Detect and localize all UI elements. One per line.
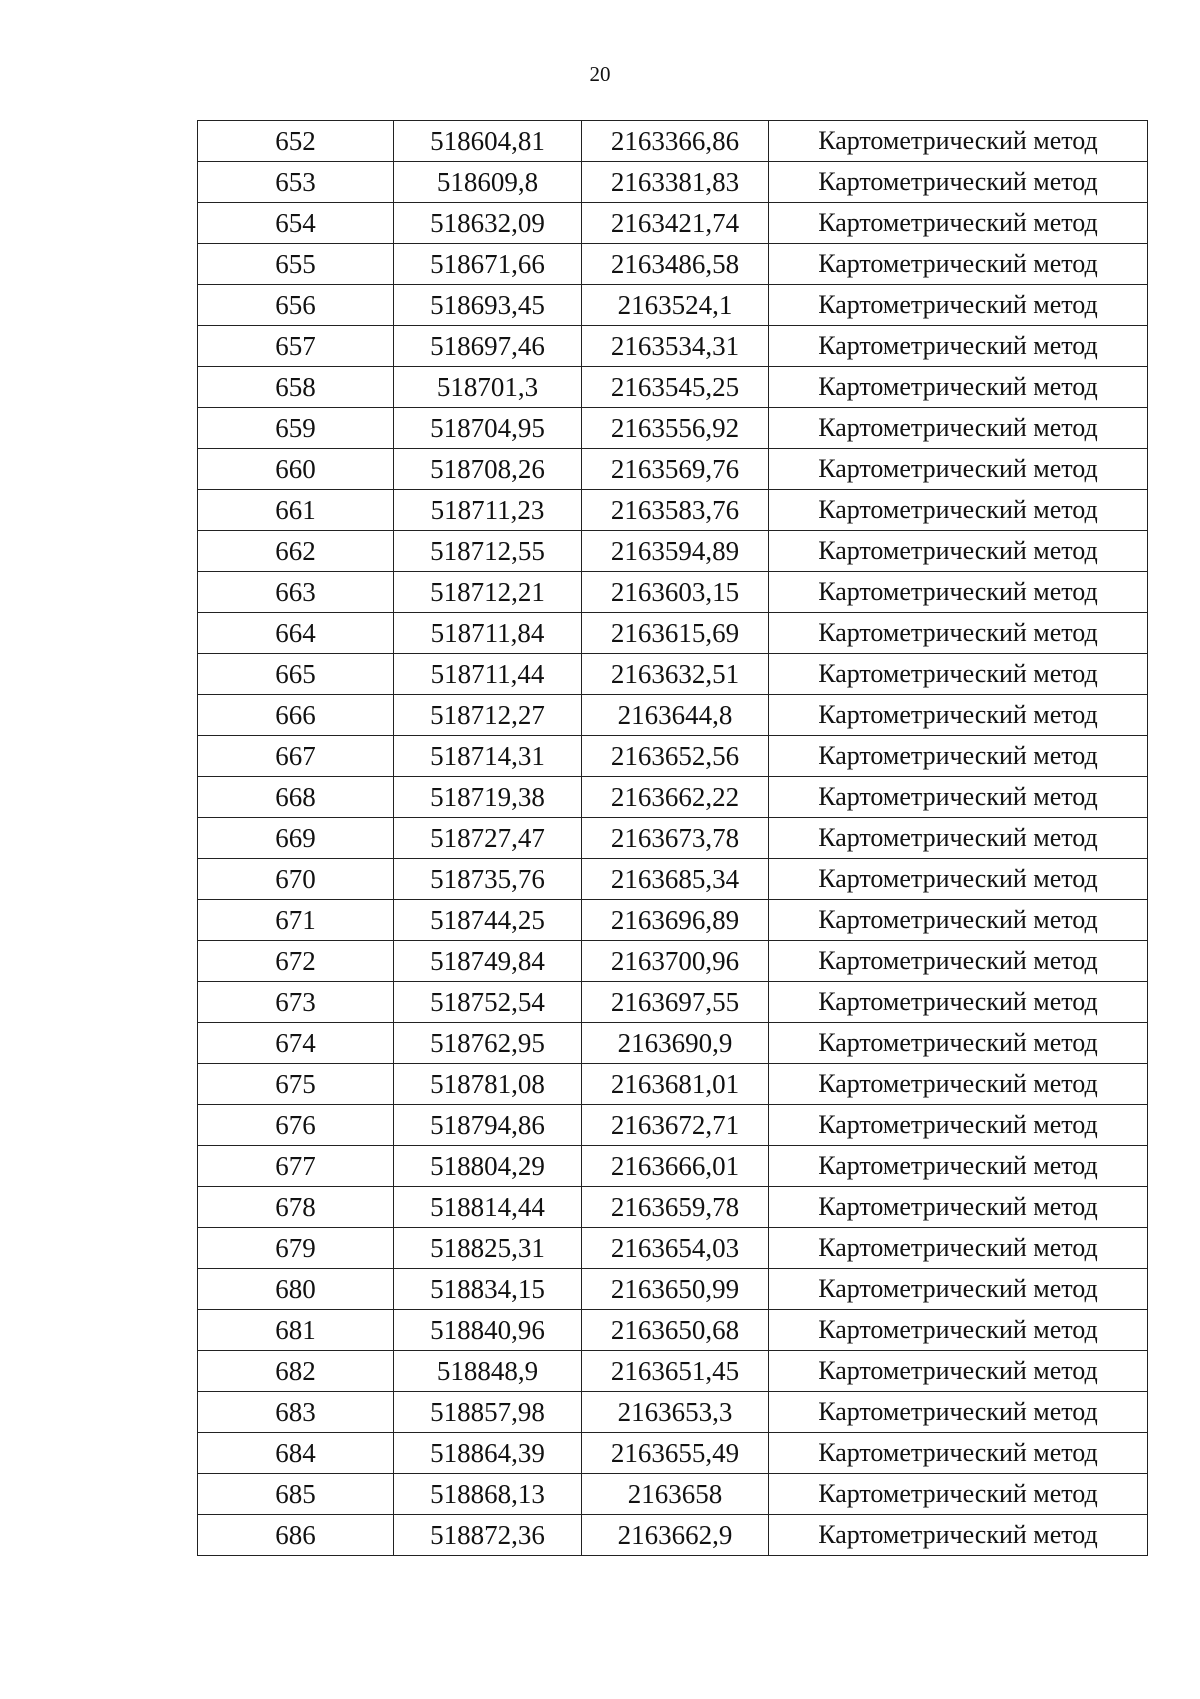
table-row xyxy=(198,1187,1148,1228)
point-number-cell: 661 xyxy=(198,490,394,531)
y-coordinate-cell: 2163650,99 xyxy=(582,1269,769,1310)
table-row xyxy=(198,654,1148,695)
method-cell: Картометрический метод xyxy=(769,162,1148,203)
point-number-cell: 659 xyxy=(198,408,394,449)
point-number-cell: 654 xyxy=(198,203,394,244)
point-number-cell: 667 xyxy=(198,736,394,777)
method-cell: Картометрический метод xyxy=(769,1228,1148,1269)
x-coordinate-cell: 518714,31 xyxy=(394,736,582,777)
table-row xyxy=(198,203,1148,244)
point-number-cell: 677 xyxy=(198,1146,394,1187)
method-cell: Картометрический метод xyxy=(769,818,1148,859)
y-coordinate-cell: 2163545,25 xyxy=(582,367,769,408)
point-number-cell: 686 xyxy=(198,1515,394,1556)
x-coordinate-cell: 518632,09 xyxy=(394,203,582,244)
y-coordinate-cell: 2163421,74 xyxy=(582,203,769,244)
method-cell: Картометрический метод xyxy=(769,859,1148,900)
point-number-cell: 653 xyxy=(198,162,394,203)
table-row xyxy=(198,941,1148,982)
y-coordinate-cell: 2163615,69 xyxy=(582,613,769,654)
y-coordinate-cell: 2163366,86 xyxy=(582,121,769,162)
x-coordinate-cell: 518727,47 xyxy=(394,818,582,859)
x-coordinate-cell: 518752,54 xyxy=(394,982,582,1023)
table-row xyxy=(198,531,1148,572)
point-number-cell: 672 xyxy=(198,941,394,982)
table-row xyxy=(198,162,1148,203)
method-cell: Картометрический метод xyxy=(769,900,1148,941)
x-coordinate-cell: 518744,25 xyxy=(394,900,582,941)
point-number-cell: 666 xyxy=(198,695,394,736)
y-coordinate-cell: 2163650,68 xyxy=(582,1310,769,1351)
method-cell: Картометрический метод xyxy=(769,1515,1148,1556)
method-cell: Картометрический метод xyxy=(769,777,1148,818)
y-coordinate-cell: 2163681,01 xyxy=(582,1064,769,1105)
point-number-cell: 668 xyxy=(198,777,394,818)
table-row xyxy=(198,121,1148,162)
x-coordinate-cell: 518868,13 xyxy=(394,1474,582,1515)
y-coordinate-cell: 2163697,55 xyxy=(582,982,769,1023)
method-cell: Картометрический метод xyxy=(769,1146,1148,1187)
table-row xyxy=(198,408,1148,449)
x-coordinate-cell: 518711,84 xyxy=(394,613,582,654)
y-coordinate-cell: 2163583,76 xyxy=(582,490,769,531)
table-row xyxy=(198,1474,1148,1515)
coordinates-table xyxy=(197,120,1148,1556)
table-row xyxy=(198,1023,1148,1064)
y-coordinate-cell: 2163696,89 xyxy=(582,900,769,941)
x-coordinate-cell: 518781,08 xyxy=(394,1064,582,1105)
method-cell: Картометрический метод xyxy=(769,941,1148,982)
y-coordinate-cell: 2163644,8 xyxy=(582,695,769,736)
table-row xyxy=(198,982,1148,1023)
point-number-cell: 665 xyxy=(198,654,394,695)
table-row xyxy=(198,367,1148,408)
point-number-cell: 681 xyxy=(198,1310,394,1351)
table-row xyxy=(198,1228,1148,1269)
y-coordinate-cell: 2163381,83 xyxy=(582,162,769,203)
point-number-cell: 685 xyxy=(198,1474,394,1515)
y-coordinate-cell: 2163655,49 xyxy=(582,1433,769,1474)
method-cell: Картометрический метод xyxy=(769,1023,1148,1064)
table-row xyxy=(198,613,1148,654)
y-coordinate-cell: 2163594,89 xyxy=(582,531,769,572)
table-row xyxy=(198,1105,1148,1146)
x-coordinate-cell: 518762,95 xyxy=(394,1023,582,1064)
point-number-cell: 656 xyxy=(198,285,394,326)
x-coordinate-cell: 518749,84 xyxy=(394,941,582,982)
x-coordinate-cell: 518834,15 xyxy=(394,1269,582,1310)
method-cell: Картометрический метод xyxy=(769,531,1148,572)
method-cell: Картометрический метод xyxy=(769,982,1148,1023)
x-coordinate-cell: 518711,44 xyxy=(394,654,582,695)
y-coordinate-cell: 2163603,15 xyxy=(582,572,769,613)
method-cell: Картометрический метод xyxy=(769,1105,1148,1146)
method-cell: Картометрический метод xyxy=(769,572,1148,613)
x-coordinate-cell: 518712,27 xyxy=(394,695,582,736)
point-number-cell: 658 xyxy=(198,367,394,408)
point-number-cell: 655 xyxy=(198,244,394,285)
table-row xyxy=(198,859,1148,900)
y-coordinate-cell: 2163654,03 xyxy=(582,1228,769,1269)
coordinates-table-body xyxy=(198,121,1148,1556)
table-row xyxy=(198,818,1148,859)
method-cell: Картометрический метод xyxy=(769,1187,1148,1228)
y-coordinate-cell: 2163556,92 xyxy=(582,408,769,449)
y-coordinate-cell: 2163662,9 xyxy=(582,1515,769,1556)
method-cell: Картометрический метод xyxy=(769,1064,1148,1105)
method-cell: Картометрический метод xyxy=(769,1310,1148,1351)
x-coordinate-cell: 518804,29 xyxy=(394,1146,582,1187)
point-number-cell: 669 xyxy=(198,818,394,859)
x-coordinate-cell: 518872,36 xyxy=(394,1515,582,1556)
table-row xyxy=(198,285,1148,326)
x-coordinate-cell: 518609,8 xyxy=(394,162,582,203)
x-coordinate-cell: 518693,45 xyxy=(394,285,582,326)
x-coordinate-cell: 518794,86 xyxy=(394,1105,582,1146)
y-coordinate-cell: 2163659,78 xyxy=(582,1187,769,1228)
y-coordinate-cell: 2163524,1 xyxy=(582,285,769,326)
table-row xyxy=(198,244,1148,285)
table-row xyxy=(198,1269,1148,1310)
x-coordinate-cell: 518697,46 xyxy=(394,326,582,367)
point-number-cell: 673 xyxy=(198,982,394,1023)
y-coordinate-cell: 2163486,58 xyxy=(582,244,769,285)
x-coordinate-cell: 518857,98 xyxy=(394,1392,582,1433)
table-row xyxy=(198,736,1148,777)
method-cell: Картометрический метод xyxy=(769,1351,1148,1392)
x-coordinate-cell: 518704,95 xyxy=(394,408,582,449)
method-cell: Картометрический метод xyxy=(769,203,1148,244)
x-coordinate-cell: 518840,96 xyxy=(394,1310,582,1351)
y-coordinate-cell: 2163652,56 xyxy=(582,736,769,777)
y-coordinate-cell: 2163662,22 xyxy=(582,777,769,818)
table-row xyxy=(198,449,1148,490)
page-number: 20 xyxy=(589,62,611,86)
point-number-cell: 657 xyxy=(198,326,394,367)
point-number-cell: 663 xyxy=(198,572,394,613)
x-coordinate-cell: 518719,38 xyxy=(394,777,582,818)
point-number-cell: 674 xyxy=(198,1023,394,1064)
point-number-cell: 680 xyxy=(198,1269,394,1310)
y-coordinate-cell: 2163534,31 xyxy=(582,326,769,367)
y-coordinate-cell: 2163658 xyxy=(582,1474,769,1515)
point-number-cell: 679 xyxy=(198,1228,394,1269)
point-number-cell: 670 xyxy=(198,859,394,900)
x-coordinate-cell: 518735,76 xyxy=(394,859,582,900)
x-coordinate-cell: 518711,23 xyxy=(394,490,582,531)
method-cell: Картометрический метод xyxy=(769,285,1148,326)
method-cell: Картометрический метод xyxy=(769,408,1148,449)
y-coordinate-cell: 2163666,01 xyxy=(582,1146,769,1187)
table-row xyxy=(198,900,1148,941)
table-row xyxy=(198,695,1148,736)
point-number-cell: 671 xyxy=(198,900,394,941)
method-cell: Картометрический метод xyxy=(769,367,1148,408)
point-number-cell: 652 xyxy=(198,121,394,162)
x-coordinate-cell: 518864,39 xyxy=(394,1433,582,1474)
x-coordinate-cell: 518712,21 xyxy=(394,572,582,613)
table-row xyxy=(198,777,1148,818)
table-row xyxy=(198,572,1148,613)
method-cell: Картометрический метод xyxy=(769,326,1148,367)
x-coordinate-cell: 518814,44 xyxy=(394,1187,582,1228)
table-row xyxy=(198,1351,1148,1392)
point-number-cell: 683 xyxy=(198,1392,394,1433)
method-cell: Картометрический метод xyxy=(769,1269,1148,1310)
y-coordinate-cell: 2163672,71 xyxy=(582,1105,769,1146)
x-coordinate-cell: 518825,31 xyxy=(394,1228,582,1269)
table-row xyxy=(198,1146,1148,1187)
x-coordinate-cell: 518604,81 xyxy=(394,121,582,162)
point-number-cell: 660 xyxy=(198,449,394,490)
point-number-cell: 664 xyxy=(198,613,394,654)
y-coordinate-cell: 2163569,76 xyxy=(582,449,769,490)
method-cell: Картометрический метод xyxy=(769,613,1148,654)
y-coordinate-cell: 2163690,9 xyxy=(582,1023,769,1064)
table-row xyxy=(198,1310,1148,1351)
method-cell: Картометрический метод xyxy=(769,244,1148,285)
table-row xyxy=(198,326,1148,367)
point-number-cell: 675 xyxy=(198,1064,394,1105)
x-coordinate-cell: 518701,3 xyxy=(394,367,582,408)
table-row xyxy=(198,1064,1148,1105)
y-coordinate-cell: 2163685,34 xyxy=(582,859,769,900)
method-cell: Картометрический метод xyxy=(769,490,1148,531)
method-cell: Картометрический метод xyxy=(769,121,1148,162)
point-number-cell: 676 xyxy=(198,1105,394,1146)
x-coordinate-cell: 518708,26 xyxy=(394,449,582,490)
method-cell: Картометрический метод xyxy=(769,449,1148,490)
point-number-cell: 682 xyxy=(198,1351,394,1392)
table-row xyxy=(198,1515,1148,1556)
point-number-cell: 684 xyxy=(198,1433,394,1474)
y-coordinate-cell: 2163700,96 xyxy=(582,941,769,982)
method-cell: Картометрический метод xyxy=(769,1474,1148,1515)
x-coordinate-cell: 518712,55 xyxy=(394,531,582,572)
y-coordinate-cell: 2163653,3 xyxy=(582,1392,769,1433)
table-row xyxy=(198,1433,1148,1474)
point-number-cell: 678 xyxy=(198,1187,394,1228)
method-cell: Картометрический метод xyxy=(769,736,1148,777)
method-cell: Картометрический метод xyxy=(769,1433,1148,1474)
y-coordinate-cell: 2163673,78 xyxy=(582,818,769,859)
method-cell: Картометрический метод xyxy=(769,1392,1148,1433)
method-cell: Картометрический метод xyxy=(769,654,1148,695)
table-row xyxy=(198,490,1148,531)
point-number-cell: 662 xyxy=(198,531,394,572)
table-row xyxy=(198,1392,1148,1433)
method-cell: Картометрический метод xyxy=(769,695,1148,736)
y-coordinate-cell: 2163632,51 xyxy=(582,654,769,695)
x-coordinate-cell: 518848,9 xyxy=(394,1351,582,1392)
y-coordinate-cell: 2163651,45 xyxy=(582,1351,769,1392)
x-coordinate-cell: 518671,66 xyxy=(394,244,582,285)
